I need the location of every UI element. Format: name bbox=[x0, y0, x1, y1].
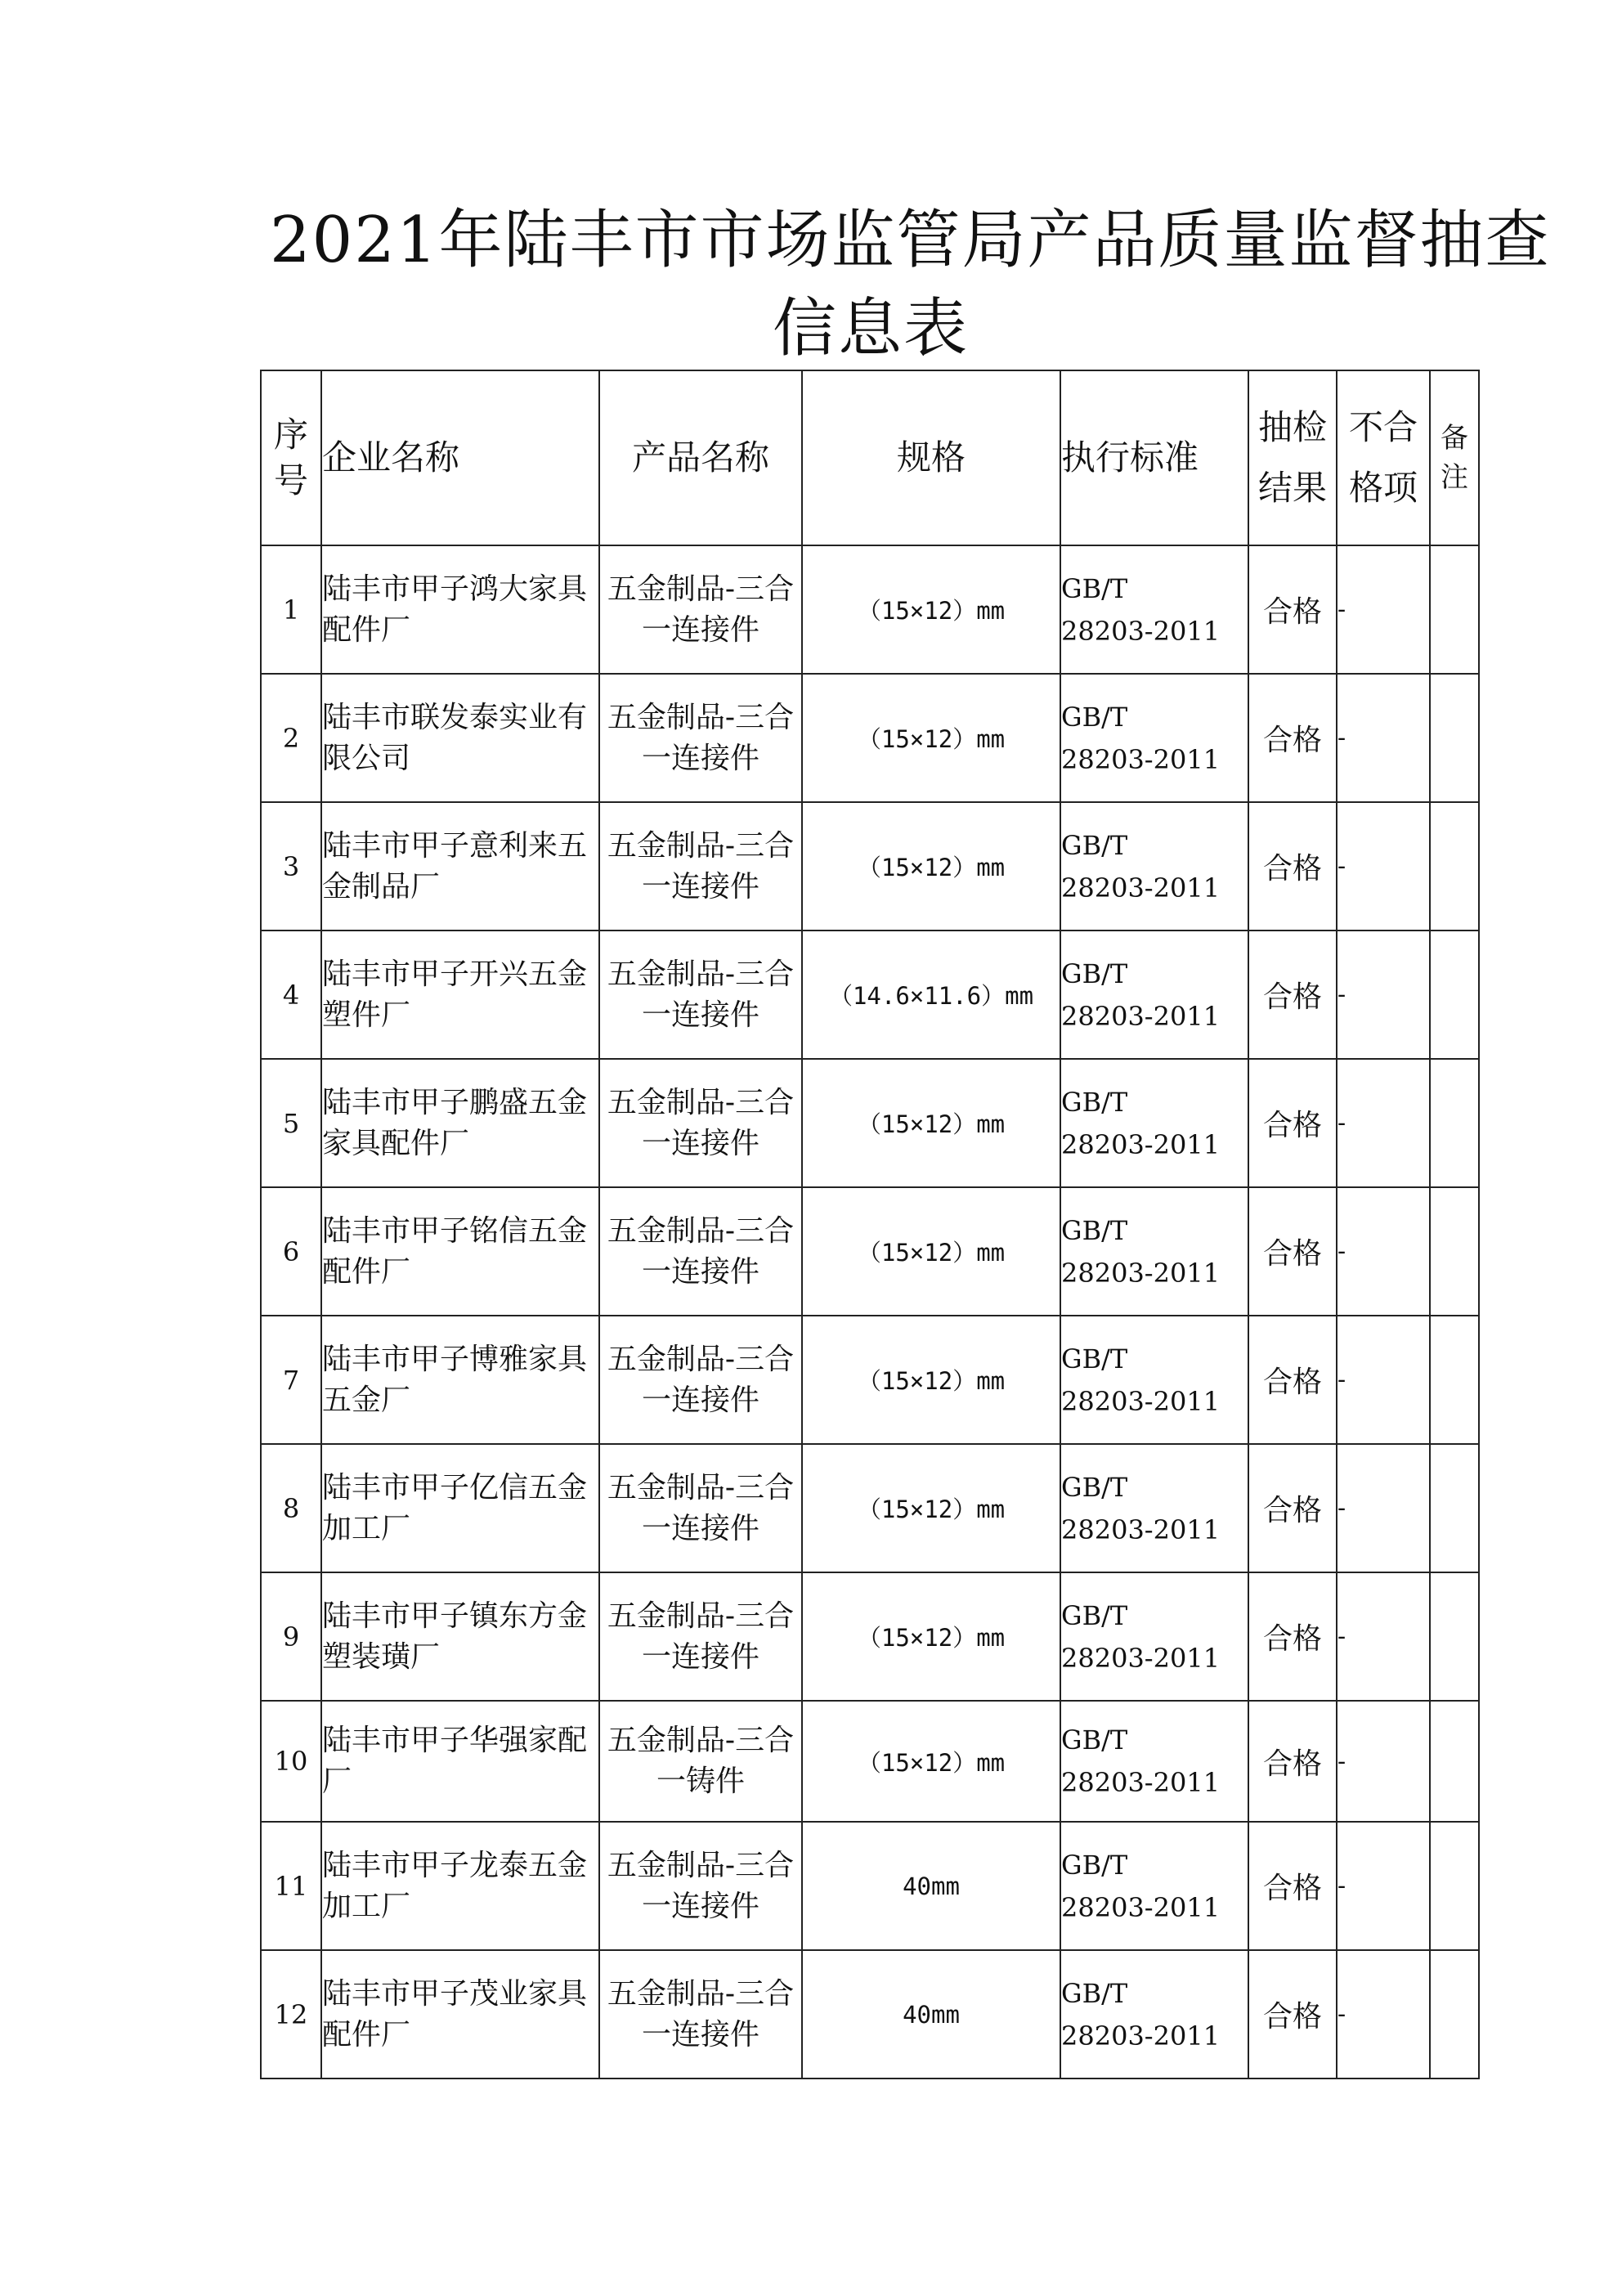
cell-product: 五金制品-三合一连接件 bbox=[599, 674, 802, 802]
standard-line-1: GB/T bbox=[1061, 957, 1128, 989]
page-title bbox=[270, 196, 1551, 373]
table-row bbox=[261, 1187, 1479, 1316]
cell-fail-items: - bbox=[1337, 1444, 1430, 1572]
header-product: 产品名称 bbox=[599, 370, 802, 545]
cell-standard bbox=[1060, 1316, 1248, 1444]
cell-standard bbox=[1060, 931, 1248, 1059]
standard-line-2: 28203-2011 bbox=[1061, 1000, 1221, 1032]
cell-standard bbox=[1060, 1187, 1248, 1316]
cell-standard bbox=[1060, 1059, 1248, 1187]
cell-remarks bbox=[1430, 1701, 1479, 1822]
cell-result: 合格 bbox=[1248, 1059, 1337, 1187]
cell-seq: 9 bbox=[261, 1572, 321, 1701]
cell-fail-items: - bbox=[1337, 1822, 1430, 1950]
table-body bbox=[261, 545, 1479, 2079]
cell-seq: 11 bbox=[261, 1822, 321, 1950]
page-title-line-2: 信息表 bbox=[772, 292, 969, 365]
standard-line-1: GB/T bbox=[1061, 829, 1128, 861]
cell-remarks bbox=[1430, 1950, 1479, 2079]
standard-line-2: 28203-2011 bbox=[1061, 1642, 1221, 1674]
cell-remarks bbox=[1430, 674, 1479, 802]
header-result: 抽检结果 bbox=[1248, 370, 1337, 545]
cell-standard bbox=[1060, 802, 1248, 931]
standard-line-1: GB/T bbox=[1061, 1849, 1128, 1881]
cell-product: 五金制品-三合一连接件 bbox=[599, 1059, 802, 1187]
cell-spec: （15×12）mm bbox=[802, 1187, 1060, 1316]
table-header-row bbox=[261, 370, 1479, 545]
standard-line-1: GB/T bbox=[1061, 1471, 1128, 1503]
cell-spec: （15×12）mm bbox=[802, 1444, 1060, 1572]
cell-enterprise: 陆丰市甲子龙泰五金加工厂 bbox=[321, 1822, 599, 1950]
cell-seq: 8 bbox=[261, 1444, 321, 1572]
cell-enterprise: 陆丰市甲子亿信五金加工厂 bbox=[321, 1444, 599, 1572]
table-row bbox=[261, 1316, 1479, 1444]
cell-standard bbox=[1060, 1950, 1248, 2079]
standard-line-2: 28203-2011 bbox=[1061, 1385, 1221, 1417]
cell-result: 合格 bbox=[1248, 1316, 1337, 1444]
standard-line-2: 28203-2011 bbox=[1061, 1891, 1221, 1923]
cell-result: 合格 bbox=[1248, 1822, 1337, 1950]
cell-result: 合格 bbox=[1248, 1950, 1337, 2079]
table-row bbox=[261, 1059, 1479, 1187]
cell-remarks bbox=[1430, 545, 1479, 674]
table-row bbox=[261, 802, 1479, 931]
cell-product: 五金制品-三合一连接件 bbox=[599, 931, 802, 1059]
cell-fail-items: - bbox=[1337, 1187, 1430, 1316]
cell-product: 五金制品-三合一铸件 bbox=[599, 1701, 802, 1822]
cell-result: 合格 bbox=[1248, 1444, 1337, 1572]
cell-standard bbox=[1060, 1572, 1248, 1701]
cell-seq: 2 bbox=[261, 674, 321, 802]
table-row bbox=[261, 1572, 1479, 1701]
standard-line-1: GB/T bbox=[1061, 1086, 1128, 1118]
cell-enterprise: 陆丰市甲子镇东方金塑装璜厂 bbox=[321, 1572, 599, 1701]
cell-remarks bbox=[1430, 1822, 1479, 1950]
cell-remarks bbox=[1430, 1316, 1479, 1444]
cell-standard bbox=[1060, 1822, 1248, 1950]
cell-seq: 5 bbox=[261, 1059, 321, 1187]
cell-result: 合格 bbox=[1248, 1701, 1337, 1822]
cell-fail-items: - bbox=[1337, 1316, 1430, 1444]
table-row bbox=[261, 1950, 1479, 2079]
standard-line-2: 28203-2011 bbox=[1061, 1128, 1221, 1160]
cell-spec: （15×12）mm bbox=[802, 1316, 1060, 1444]
cell-spec: （15×12）mm bbox=[802, 674, 1060, 802]
cell-remarks bbox=[1430, 1187, 1479, 1316]
cell-seq: 10 bbox=[261, 1701, 321, 1822]
header-standard: 执行标准 bbox=[1060, 370, 1248, 545]
cell-spec: 40mm bbox=[802, 1822, 1060, 1950]
standard-line-2: 28203-2011 bbox=[1061, 2020, 1221, 2052]
header-fail-items: 不合格项 bbox=[1337, 370, 1430, 545]
cell-spec: （15×12）mm bbox=[802, 1572, 1060, 1701]
cell-standard bbox=[1060, 1444, 1248, 1572]
cell-spec: （14.6×11.6）mm bbox=[802, 931, 1060, 1059]
cell-enterprise: 陆丰市甲子鹏盛五金家具配件厂 bbox=[321, 1059, 599, 1187]
cell-fail-items: - bbox=[1337, 1572, 1430, 1701]
table-row bbox=[261, 674, 1479, 802]
cell-remarks bbox=[1430, 931, 1479, 1059]
header-spec: 规格 bbox=[802, 370, 1060, 545]
standard-line-2: 28203-2011 bbox=[1061, 743, 1221, 775]
cell-spec: （15×12）mm bbox=[802, 1059, 1060, 1187]
header-remarks: 备注 bbox=[1430, 370, 1479, 545]
cell-product: 五金制品-三合一连接件 bbox=[599, 1316, 802, 1444]
cell-enterprise: 陆丰市甲子茂业家具配件厂 bbox=[321, 1950, 599, 2079]
cell-product: 五金制品-三合一连接件 bbox=[599, 1822, 802, 1950]
cell-enterprise: 陆丰市甲子鸿大家具配件厂 bbox=[321, 545, 599, 674]
cell-fail-items: - bbox=[1337, 1950, 1430, 2079]
standard-line-1: GB/T bbox=[1061, 1724, 1128, 1756]
cell-fail-items: - bbox=[1337, 674, 1430, 802]
standard-line-1: GB/T bbox=[1061, 1599, 1128, 1631]
cell-enterprise: 陆丰市甲子开兴五金塑件厂 bbox=[321, 931, 599, 1059]
inspection-table bbox=[260, 370, 1480, 2079]
table-row bbox=[261, 545, 1479, 674]
table-row bbox=[261, 1701, 1479, 1822]
standard-line-2: 28203-2011 bbox=[1061, 872, 1221, 904]
cell-result: 合格 bbox=[1248, 931, 1337, 1059]
standard-line-1: GB/T bbox=[1061, 1343, 1128, 1374]
cell-product: 五金制品-三合一连接件 bbox=[599, 1950, 802, 2079]
cell-seq: 3 bbox=[261, 802, 321, 931]
cell-enterprise: 陆丰市联发泰实业有限公司 bbox=[321, 674, 599, 802]
cell-seq: 12 bbox=[261, 1950, 321, 2079]
header-seq: 序号 bbox=[261, 370, 321, 545]
cell-fail-items: - bbox=[1337, 1701, 1430, 1822]
cell-result: 合格 bbox=[1248, 1572, 1337, 1701]
cell-fail-items: - bbox=[1337, 802, 1430, 931]
cell-fail-items: - bbox=[1337, 931, 1430, 1059]
cell-result: 合格 bbox=[1248, 1187, 1337, 1316]
table-row bbox=[261, 1822, 1479, 1950]
cell-result: 合格 bbox=[1248, 802, 1337, 931]
cell-product: 五金制品-三合一连接件 bbox=[599, 1444, 802, 1572]
standard-line-1: GB/T bbox=[1061, 1977, 1128, 2009]
cell-remarks bbox=[1430, 802, 1479, 931]
standard-line-1: GB/T bbox=[1061, 572, 1128, 604]
standard-line-2: 28203-2011 bbox=[1061, 615, 1221, 647]
cell-result: 合格 bbox=[1248, 674, 1337, 802]
standard-line-2: 28203-2011 bbox=[1061, 1767, 1221, 1798]
cell-product: 五金制品-三合一连接件 bbox=[599, 545, 802, 674]
cell-enterprise: 陆丰市甲子意利来五金制品厂 bbox=[321, 802, 599, 931]
cell-product: 五金制品-三合一连接件 bbox=[599, 802, 802, 931]
cell-standard bbox=[1060, 674, 1248, 802]
cell-remarks bbox=[1430, 1059, 1479, 1187]
cell-seq: 7 bbox=[261, 1316, 321, 1444]
cell-standard bbox=[1060, 1701, 1248, 1822]
standard-line-2: 28203-2011 bbox=[1061, 1257, 1221, 1289]
cell-seq: 4 bbox=[261, 931, 321, 1059]
cell-spec: （15×12）mm bbox=[802, 545, 1060, 674]
standard-line-1: GB/T bbox=[1061, 701, 1128, 733]
table-row bbox=[261, 931, 1479, 1059]
cell-product: 五金制品-三合一连接件 bbox=[599, 1187, 802, 1316]
cell-product: 五金制品-三合一连接件 bbox=[599, 1572, 802, 1701]
cell-standard bbox=[1060, 545, 1248, 674]
cell-remarks bbox=[1430, 1444, 1479, 1572]
cell-fail-items: - bbox=[1337, 1059, 1430, 1187]
cell-spec: 40mm bbox=[802, 1950, 1060, 2079]
cell-remarks bbox=[1430, 1572, 1479, 1701]
header-enterprise: 企业名称 bbox=[321, 370, 599, 545]
cell-enterprise: 陆丰市甲子华强家配厂 bbox=[321, 1701, 599, 1822]
cell-result: 合格 bbox=[1248, 545, 1337, 674]
cell-seq: 6 bbox=[261, 1187, 321, 1316]
cell-spec: （15×12）mm bbox=[802, 1701, 1060, 1822]
standard-line-1: GB/T bbox=[1061, 1214, 1128, 1246]
standard-line-2: 28203-2011 bbox=[1061, 1513, 1221, 1545]
cell-enterprise: 陆丰市甲子博雅家具五金厂 bbox=[321, 1316, 599, 1444]
cell-enterprise: 陆丰市甲子铭信五金配件厂 bbox=[321, 1187, 599, 1316]
cell-seq: 1 bbox=[261, 545, 321, 674]
page-title-line-1: 2021年陆丰市市场监管局产品质量监督抽查 bbox=[270, 204, 1551, 277]
cell-fail-items: - bbox=[1337, 545, 1430, 674]
cell-spec: （15×12）mm bbox=[802, 802, 1060, 931]
table-row bbox=[261, 1444, 1479, 1572]
